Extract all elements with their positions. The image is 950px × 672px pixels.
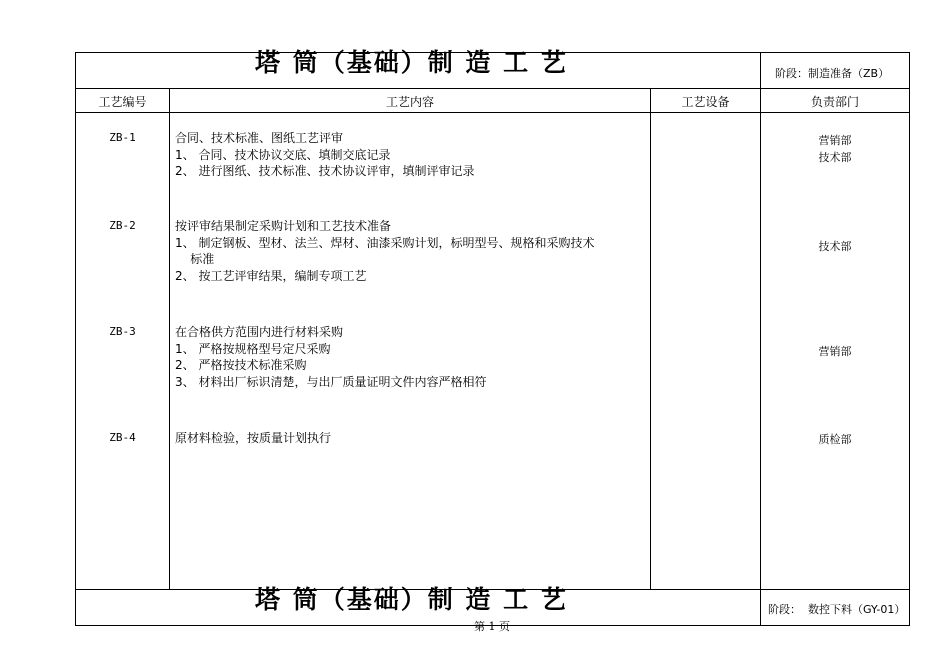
department-cell <box>761 132 909 166</box>
process-content <box>175 218 594 284</box>
department-name: 技术部 <box>818 151 852 164</box>
stage-label-top: 阶段：制造准备（ZB） <box>775 67 890 80</box>
process-content <box>175 324 486 390</box>
content-line: 3、 材料出厂标识清楚，与出厂质量证明文件内容严格相符 <box>175 374 487 389</box>
content-line: 按评审结果制定采购计划和工艺技术准备 <box>175 219 392 233</box>
stage-divider-top <box>760 52 761 89</box>
table-right-border <box>909 52 910 626</box>
department-cell <box>761 431 909 448</box>
content-line: 2、 严格按技术标准采购 <box>175 358 307 372</box>
process-code: ZB-4 <box>109 431 136 444</box>
process-content <box>175 130 474 180</box>
content-line: 2、 按工艺评审结果，编制专项工艺 <box>175 268 367 283</box>
header-bottom-border <box>75 112 910 113</box>
content-line: 标准 <box>175 252 215 266</box>
content-line: 1、 严格按规格型号定尺采购 <box>175 341 331 356</box>
header-department: 负责部门 <box>810 95 859 109</box>
process-code: ZB-3 <box>109 325 136 338</box>
content-line: 1、 合同、技术协议交底、填制交底记录 <box>175 147 391 162</box>
content-line: 1、 制定钢板、型材、法兰、焊材、油漆采购计划，标明型号、规格和采购技术 <box>175 235 595 250</box>
process-code: ZB-2 <box>109 219 136 232</box>
document-title-footer: 塔 筒（基础）制 造 工 艺 <box>255 585 568 614</box>
department-cell <box>761 238 909 255</box>
col-divider-content <box>650 88 651 590</box>
content-line: 在合格供方范围内进行材料采购 <box>175 325 344 339</box>
content-line: 2、 进行图纸、技术标准、技术协议评审，填制评审记录 <box>175 164 475 178</box>
department-name: 营销部 <box>818 134 852 147</box>
header-code: 工艺编号 <box>98 95 147 109</box>
department-cell <box>761 343 909 360</box>
process-code: ZB-1 <box>109 131 136 144</box>
header-content: 工艺内容 <box>385 95 434 109</box>
stage-label-bottom: 阶段： 数控下料（GY-01） <box>768 603 906 616</box>
page-number: 第 1 页 <box>474 620 510 633</box>
content-line: 合同、技术标准、图纸工艺评审 <box>175 131 344 145</box>
department-name: 质检部 <box>818 433 852 446</box>
department-name: 技术部 <box>818 240 852 253</box>
header-equipment: 工艺设备 <box>681 95 730 109</box>
col-divider-code <box>169 88 170 590</box>
document-title: 塔 筒（基础）制 造 工 艺 <box>255 48 568 77</box>
content-line: 原材料检验，按质量计划执行 <box>175 431 332 445</box>
process-content <box>175 430 331 447</box>
header-top-border <box>75 88 910 89</box>
department-name: 营销部 <box>818 345 852 358</box>
